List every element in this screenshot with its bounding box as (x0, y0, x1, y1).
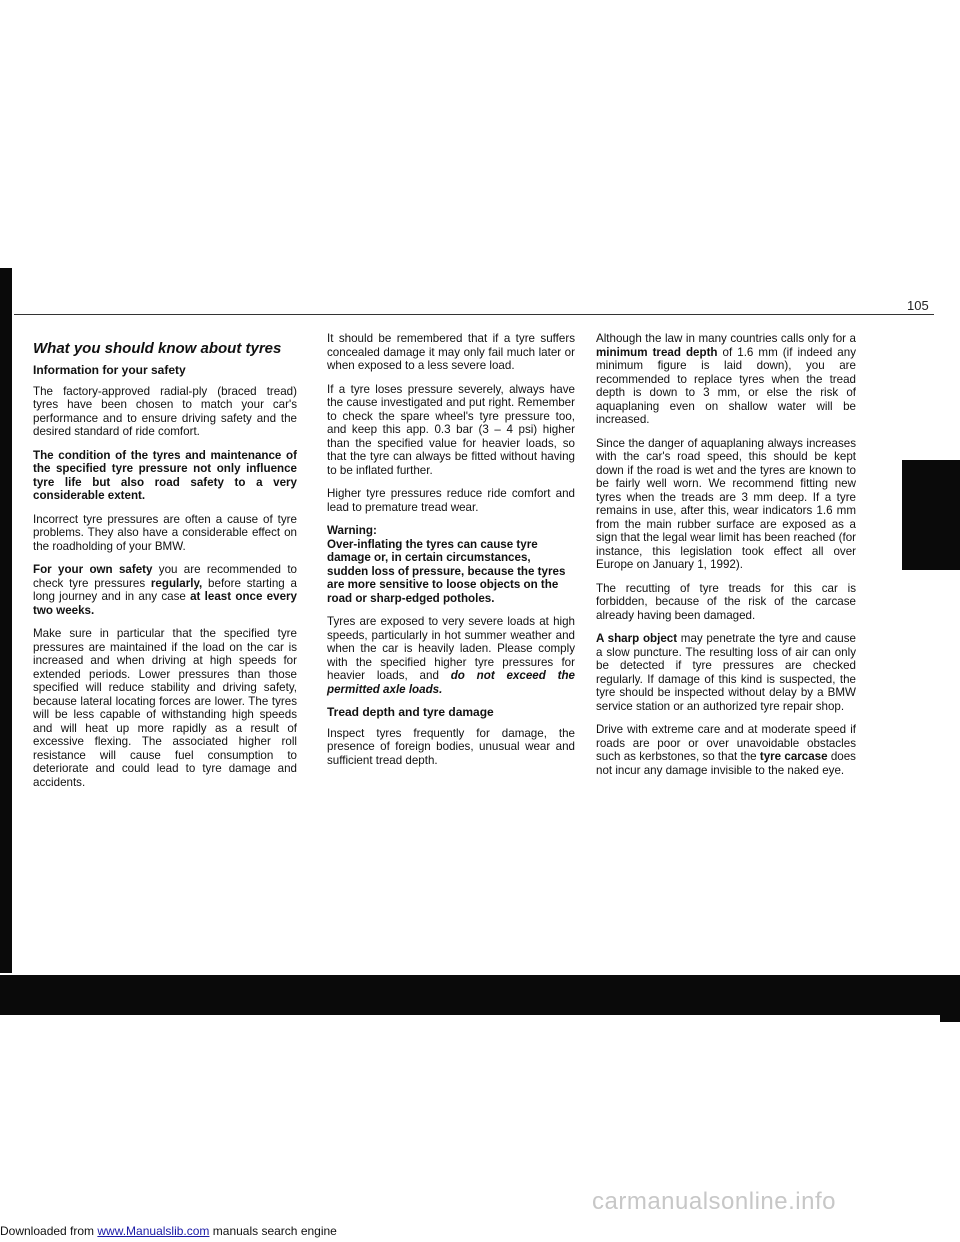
watermark: carmanualsonline.info (592, 1188, 836, 1215)
emphasis: regularly, (150, 576, 203, 590)
paragraph (596, 332, 856, 427)
column-2 (327, 332, 575, 777)
footer-prefix: Downloaded from (0, 1224, 98, 1238)
warning-block (327, 524, 575, 605)
paragraph: Higher tyre pressures reduce ride comfort and lead to premature tread wear. (327, 487, 575, 514)
text-run: Although the law in many countries calls only for a (596, 332, 856, 345)
emphasis: minimum tread depth (596, 345, 718, 359)
text-run: before starting a long journey and in any case (33, 576, 297, 603)
section-thumb-tab (902, 460, 960, 570)
section-heading: What you should know about tyres (33, 340, 282, 357)
paragraph: Make sure in particular that the specified tyre pressures are maintained if the load on the car is increased and when driving at high speeds for extended periods. Lower pressures than those specified will reduce stability and driving safety, because lateral locating forces are lower. The tyres will be less capable of withstanding high speeds and will heat up more rapidly as a result of excessive flexing. The associated higher roll resistance will cause fuel consumption to deteriorate and could lead to tyre damage and accidents. (33, 627, 297, 789)
emphasis: at least once every two weeks. (33, 590, 297, 617)
footer-suffix: manuals search engine (209, 1224, 337, 1238)
manualslib-link[interactable]: www.Manualslib.com (97, 1224, 210, 1238)
page-number: 105 (907, 298, 929, 313)
text-run: you are recommended to check tyre pressures (33, 563, 297, 590)
paragraph: The recutting of tyre treads for this car is forbidden, because of the risk of the carcase already having been damaged. (596, 581, 856, 622)
warning-text: Over-inflating the tyres can cause tyre damage or, in certain circumstances, sudden loss of pressure, because the tyres are more sensitive to loose objects on the road or sharp-edged potholes. (327, 537, 566, 605)
paragraph: It should be remembered that if a tyre suffers concealed damage it may only fail much later or when exposed to a less severe load. (327, 332, 575, 372)
left-margin-bar (0, 268, 12, 973)
paragraph-bold: The condition of the tyres and maintenance of the specified tyre pressure not only influence tyre life but also road safety to a very considerable extent. (33, 448, 297, 502)
text-run: Drive with extreme care and at moderate speed if roads are poor or over unavoidable obstacles such as kerbstones, so that the (596, 723, 856, 763)
download-footer (0, 1224, 337, 1238)
subheading-tread-depth: Tread depth and tyre damage (327, 705, 494, 719)
subheading-safety: Information for your safety (33, 363, 186, 377)
paragraph: Incorrect tyre pressures are often a cause of tyre problems. They also have a considerable effect on the roadholding of your BMW. (33, 512, 297, 553)
emphasis: do not exceed the permitted axle loads. (327, 669, 575, 696)
text-run: does not incur any damage invisible to the naked eye. (596, 750, 856, 777)
emphasis: For your own safety (33, 563, 153, 576)
paragraph: Since the danger of aquaplaning always increases with the car's road speed, this should be kept down if the road is wet and the tyres are known to be fairly well worn. We recommend fitting new tyres when the treads are 3 mm deep. If a tyre remains in use, after this, wear indicators 1.6 mm from the main rubber surface are exposed as a sign that the legal wear limit has been reached (for instance, this legislation took effect all over Europe on January 1, 1992). (596, 436, 856, 571)
paragraph (596, 723, 856, 777)
text-run: may penetrate the tyre and cause a slow puncture. The resulting loss of air can only be detected if tyre pressures are checked regularly. If damage of this kind is suspected, the tyre should be inspected without delay by a BMW service station or an authorized tyre repair shop. (596, 632, 856, 713)
warning-label: Warning: (327, 524, 377, 537)
bottom-scan-band (0, 975, 960, 1015)
text-run: of 1.6 mm (if indeed any minimum figure is laid down), you are recommended to replace tyres when the tread depth is down to 3 mm, or else the risk of aquaplaning even on shallow water will be increased. (596, 345, 856, 426)
paragraph: Inspect tyres frequently for damage, the presence of foreign bodies, unusual wear and sufficient tread depth. (327, 726, 575, 767)
bottom-scan-corner (940, 1000, 960, 1022)
paragraph (596, 632, 856, 713)
emphasis: tyre carcase (759, 750, 828, 763)
paragraph: The factory-approved radial-ply (braced tread) tyres have been chosen to match your car's performance and to ensure driving safety and the desired standard of ride comfort. (33, 384, 297, 438)
paragraph (327, 615, 575, 696)
paragraph (33, 563, 297, 617)
column-3 (596, 332, 856, 787)
emphasis: A sharp object (596, 632, 678, 645)
paragraph: If a tyre loses pressure severely, always have the cause investigated and put right. Remember to check the spare wheel's tyre pressure too, and keep this app. 0.3 bar (3 – 4 psi) higher than the specified value for heavier loads, so that the tyre can always be fitted without having to be inflated further. (327, 382, 575, 477)
column-1 (33, 328, 297, 799)
header-rule (14, 314, 934, 315)
text-run: Tyres are exposed to very severe loads at high speeds, particularly in hot summer weather and when the car is heavily laden. Please comply with the specified higher tyre pressures for heavier loads, and (327, 615, 575, 682)
